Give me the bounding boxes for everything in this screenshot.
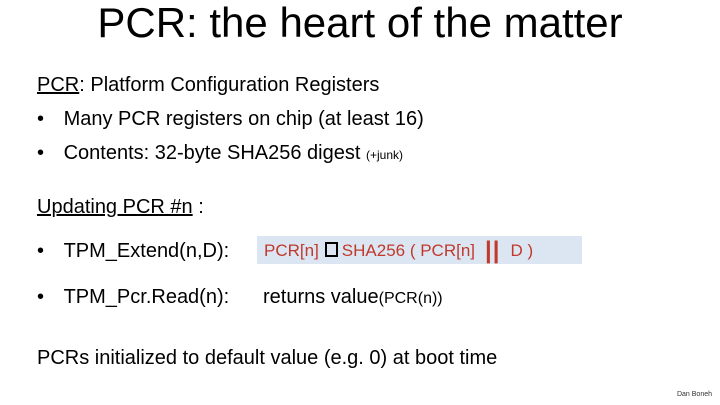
- formula-lhs: PCR[n]: [264, 241, 319, 260]
- pcr-init-note: PCRs initialized to default value (e.g. 0) at boot time: [37, 347, 498, 369]
- bullet-suffix: (+junk): [365, 148, 403, 162]
- formula-rhs-end: D ): [510, 241, 534, 260]
- pcr-definition-text: : Platform Configuration Registers: [79, 74, 380, 96]
- tpm-pcrread-label: TPM_Pcr.Read(n):: [63, 286, 230, 308]
- concat-operator: ||: [485, 237, 501, 264]
- bullet-icon: •: [37, 142, 45, 164]
- bullet-tpm-extend: [37, 238, 229, 264]
- updating-heading-suffix: :: [192, 196, 204, 218]
- result-arg: (PCR(n)): [378, 290, 443, 307]
- bullet-pcr-count: [37, 106, 424, 132]
- tpm-extend-formula: [264, 237, 534, 264]
- formula-rhs-start: SHA256 ( PCR[n]: [341, 241, 476, 260]
- bullet-icon: •: [37, 108, 45, 130]
- missing-glyph-icon: [325, 242, 338, 257]
- bullet-icon: •: [37, 286, 45, 308]
- bullet-pcr-contents: [37, 140, 403, 168]
- bullet-tpm-pcrread: [37, 284, 229, 310]
- updating-heading: [37, 194, 204, 220]
- author-footer: Dan Boneh: [676, 391, 712, 398]
- bullet-text: Contents: 32-byte SHA256 digest: [63, 142, 366, 164]
- slide-title: PCR: the heart of the matter: [97, 0, 623, 46]
- result-text: returns value: [263, 286, 379, 308]
- pcr-definition: [37, 72, 379, 98]
- pcr-term: PCR: [37, 74, 80, 96]
- bullet-icon: •: [37, 240, 45, 262]
- bullet-text: Many PCR registers on chip (at least 16): [63, 108, 424, 130]
- tpm-pcrread-result: [263, 284, 443, 312]
- tpm-extend-label: TPM_Extend(n,D):: [63, 240, 230, 262]
- updating-heading-text: Updating PCR #n: [37, 196, 193, 218]
